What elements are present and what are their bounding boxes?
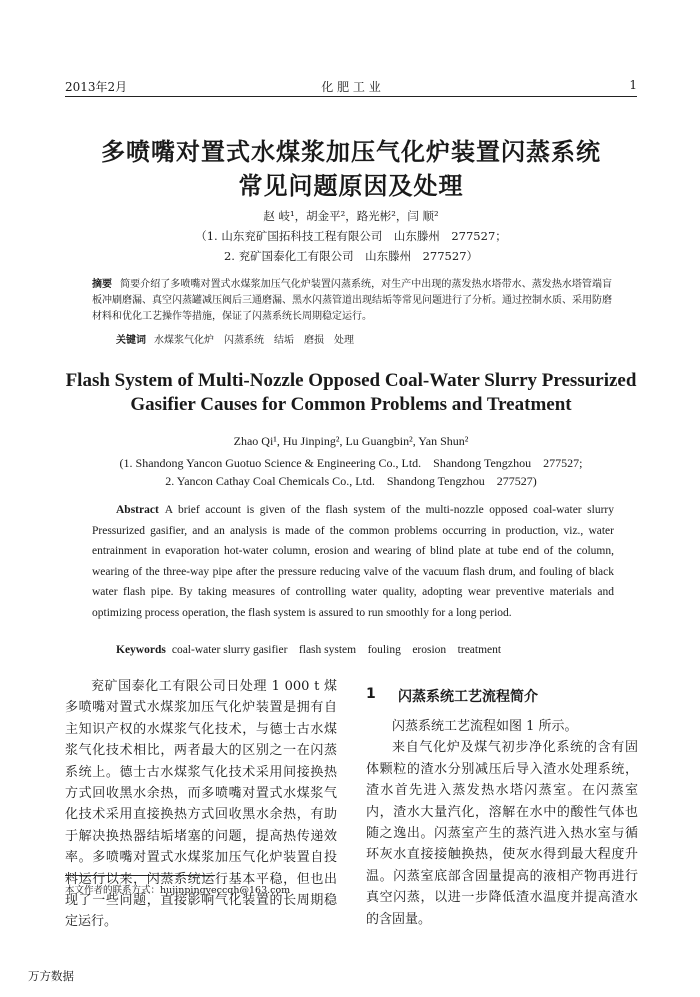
wanfang-watermark: 万方数据 <box>28 969 74 983</box>
header-rule <box>65 96 637 97</box>
body-left-paragraph: 兖矿国泰化工有限公司日处理 1 000 t 煤多喷嘴对置式水煤浆加压气化炉装置是拥有自主知识产权的水煤浆气化技术，与德士古水煤浆气化技术相比，两者最大的区别之一在闪蒸系统上。德士古水煤浆气化技术采用间接换热方式回收黑水余热，而多喷嘴对置式水煤浆气化技术采用直接换热方式回收黑水余热，有助于解决换热器结垢堵塞的问题，提高热传递效率。多喷嘴对置式水煤浆加压气化炉装置自投料运行以来，闪蒸系统运行基本平稳，但也出现了一些问题，直接影响气化装置的长周期稳定运行。 <box>65 679 337 930</box>
footnote: 本文作者的联系方式：hujinpingyeccqh@163.com <box>65 885 291 896</box>
affiliation-en-1: (1. Shandong Yancon Guotuo Science & Engineering Co., Ltd. Shandong Tengzhou 277527; <box>119 456 583 470</box>
authors-en: Zhao Qi¹, Hu Jinping², Lu Guangbin², Yan Shun² <box>233 434 469 448</box>
abstract-en-label: Abstract <box>116 504 159 516</box>
body-right-column <box>366 716 638 930</box>
authors-cn: 赵 岐¹，胡金平²，路光彬²，闫 顺² <box>263 209 439 223</box>
title-en-line2: Gasifier Causes for Common Problems and Treatment <box>130 394 572 415</box>
affiliation-en-2: 2. Yancon Cathay Coal Chemicals Co., Ltd. Shandong Tengzhou 277527) <box>165 474 537 488</box>
keywords-en <box>116 640 616 661</box>
abstract-en <box>92 500 614 623</box>
title-cn-line2: 常见问题原因及处理 <box>238 172 464 200</box>
section-title: 闪蒸系统工艺流程简介 <box>398 689 538 705</box>
section-number: 1 <box>366 686 376 702</box>
keywords-en-label: Keywords <box>116 644 166 656</box>
keywords-cn <box>116 333 636 349</box>
body-right-paragraph-1: 闪蒸系统工艺流程如图 1 所示。 <box>392 719 578 734</box>
affiliation-cn-2: 2. 兖矿国泰化工有限公司 山东滕州 277527） <box>223 249 479 263</box>
abstract-cn-text: 简要介绍了多喷嘴对置式水煤浆加压气化炉装置闪蒸系统，对生产中出现的蒸发热水塔带水、蒸发热水塔管端盲板冲刷磨漏、真空闪蒸罐减压阀后三通磨漏、黑水闪蒸管道出现结垢等常见问题进行了分析。通过控制水质、采用防磨材料和优化工艺操作等措施，保证了闪蒸系统长周期稳定运行。 <box>92 279 613 322</box>
keywords-en-text: coal-water slurry gasifier flash system fouling erosion treatment <box>171 644 502 656</box>
journal-name: 化 肥 工 业 <box>321 80 381 94</box>
title-en-line1: Flash System of Multi-Nozzle Opposed Coal-Water Slurry Pressurized <box>65 370 637 391</box>
affiliation-cn-1: （1. 山东兖矿国拓科技工程有限公司 山东滕州 277527； <box>195 229 507 243</box>
body-right-paragraph-2: 来自气化炉及煤气初步净化系统的含有固体颗粒的渣水分别减压后导入渣水处理系统，渣水首先进入蒸发热水塔闪蒸室。在闪蒸室内，渣水大量汽化，溶解在水中的酸性气体也随之逸出。闪蒸室产生的蒸汽进入热水室与循环灰水直接接触换热，使灰水得到最大程度升温。闪蒸室底部含固量提高的液相产物再进行真空闪蒸，以进一步降低渣水温度并提高渣水的含固量。 <box>366 740 638 927</box>
page-number: 1 <box>629 78 637 92</box>
header-date: 2013年2月 <box>65 80 128 94</box>
title-cn-line1: 多喷嘴对置式水煤浆加压气化炉装置闪蒸系统 <box>101 138 601 166</box>
abstract-cn-label: 摘要 <box>92 279 113 290</box>
footnote-rule <box>65 875 215 876</box>
keywords-cn-text: 水煤浆气化炉 闪蒸系统 结垢 磨损 处理 <box>154 335 354 346</box>
keywords-cn-label: 关键词 <box>116 335 146 346</box>
abstract-en-text: A brief account is given of the flash system of the multi-nozzle opposed coal-water slurry Pressurized gasifier, and an analysis is made of the common problems occurring in production, viz., water entrainment in evaporation hot-water column, erosion and wearing of blind plate at tube end of the column, wearing of the three-way pipe after the pressure reducing valve of the vacuum flash drum, and fouling of black water flash pipe. By taking measures of controlling water quality, adopting wear preventive materials and optimizing process operation, the flash system is assured to run smoothly for a long period. <box>92 504 614 619</box>
abstract-cn <box>92 277 612 325</box>
